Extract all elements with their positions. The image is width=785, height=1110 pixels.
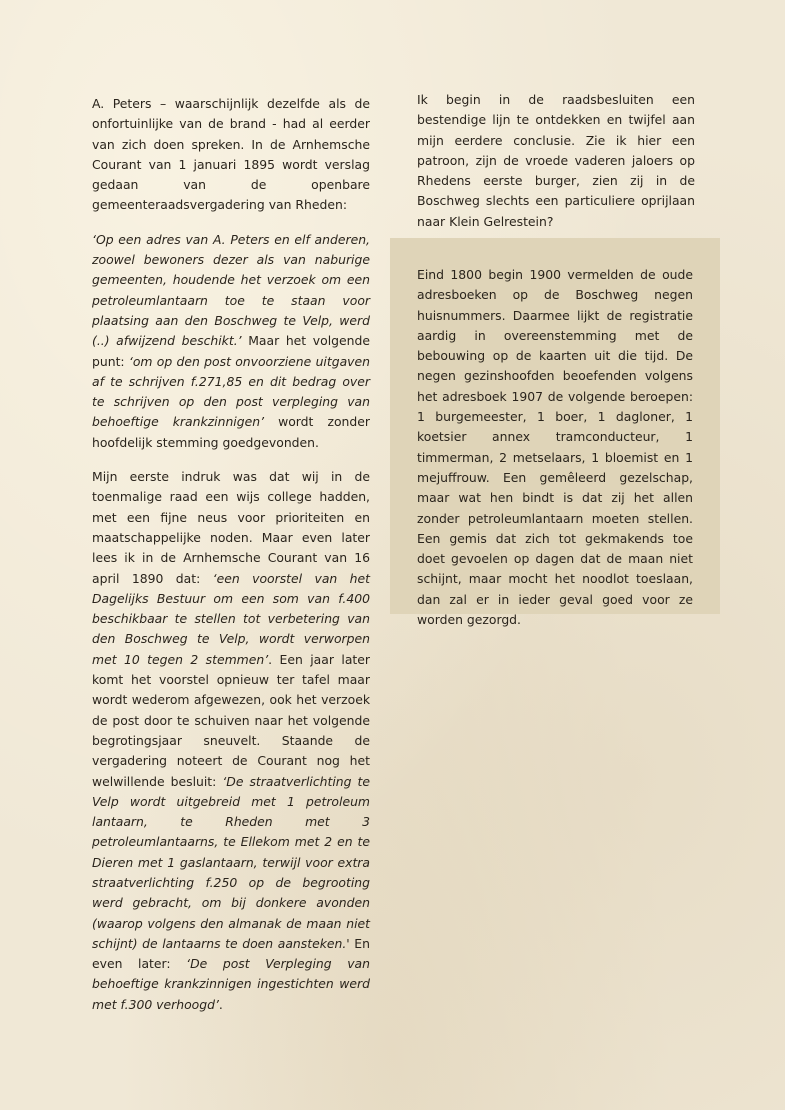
text-segment: Maar het volgende punt:	[92, 333, 370, 369]
paragraph-address-books: Eind 1800 begin 1900 vermelden de oude adresboeken op de Boschweg negen huisnummers. Daarmee lijkt de registratie aardig in overeenstemming met de bebouwing op de kaarten uit die tijd. De negen gezinshoofden beoefenden volgens het adresboek 1907 de volgende beroepen: 1 burgemeester, 1 boer, 1 dagloner, 1 koetsier annex tramconducteur, 1 timmerman, 2 metselaars, 1 bloemist en 1 mejuffrouw. Een gemêleerd gezelschap, maar wat hen bindt is dat zij het allen zonder petroleumlantaarn moeten stellen. Een gemis dat zich tot gekmakends toe doet gevoelen op dagen dat de maan niet schijnt, maar mocht het noodlot toeslaan, dan zal er in ieder geval goed voor ze worden gezorgd.	[417, 267, 693, 628]
paragraph-impression	[92, 467, 370, 1015]
text-segment: En even later:	[92, 935, 370, 972]
quote-road-proposal: ‘een voorstel van het Dagelijks Bestuur om een som van f.400 beschikbaar te stellen tot verbetering van den Boschweg te Velp, wordt verworpen met 10 tegen 2 stemmen’	[92, 570, 370, 667]
right-column	[417, 90, 695, 246]
text-segment: Mijn eerste indruk was dat wij in de toenmalige raad een wijs college hadden, met een fijne neus voor prioriteiten en maatschappelijke noden. Maar even later lees ik in de Arnhemsche Courant van 16 april 1890 dat:	[92, 469, 370, 586]
paragraph-intro: A. Peters – waarschijnlijk dezelfde als de onfortuinlijke van de brand - had al eerder van zich doen spreken. In de Arnhemsche Courant van 1 januari 1895 wordt verslag gedaan van de openbare gemeenteraadsvergadering van Rheden:	[92, 96, 370, 213]
quote-petroleum-request: ‘Op een adres van A. Peters en elf anderen, zoowel bewoners dezer als van naburige gemeenten, houdende het verzoek om een petroleumlantaarn toe te staan voor plaatsing aan den Boschweg te Velp, werd (..) afwijzend beschikt.’	[92, 231, 370, 349]
text-segment: .	[218, 996, 223, 1012]
text-segment: . Een jaar later komt het voorstel opnieuw ter tafel maar wordt wederom afgewezen, ook het verzoek de post door te schuiven naar het volgende begrotingsjaar sneuvelt. Staande de vergadering noteert de Courant nog het welwillende besluit:	[92, 651, 370, 789]
paragraph-council-quote	[92, 230, 370, 453]
quote-care-budget: ‘De post Verpleging van behoeftige krankzinnigen ingestichten werd met f.300 verhoogd’	[92, 956, 370, 1012]
quote-budget-transfer: ‘om op den post onvoorziene uitgaven af te schrijven f.271,85 en dit bedrag over te schrijven op den post verpleging van behoeftige krankzinnigen’	[92, 353, 370, 430]
sidebar-box-text	[417, 265, 693, 644]
text-segment: wordt zonder hoofdelijk stemming goedgevonden.	[92, 414, 370, 450]
quote-street-lighting: ‘De straatverlichting te Velp wordt uitgebreid met 1 petroleum lantaarn, te Rheden met 3 petroleumlantaarns, te Ellekom met 2 en te Dieren met 1 gaslantaarn, terwijl voor extra straatverlichting f.250 op de begrooting werd gebracht, om bij donkere avonden (waarop volgens den almanak de maan niet schijnt) de lantaarns te doen aansteken.'	[92, 773, 370, 951]
left-column	[92, 94, 370, 1029]
paragraph-conclusion: Ik begin in de raadsbesluiten een bestendige lijn te ontdekken en twijfel aan mijn eerdere conclusie. Zie ik hier een patroon, zijn de vroede vaderen jaloers op Rhedens eerste burger, zien zij in de Boschweg slechts een particuliere oprijlaan naar Klein Gelrestein?	[417, 92, 695, 229]
